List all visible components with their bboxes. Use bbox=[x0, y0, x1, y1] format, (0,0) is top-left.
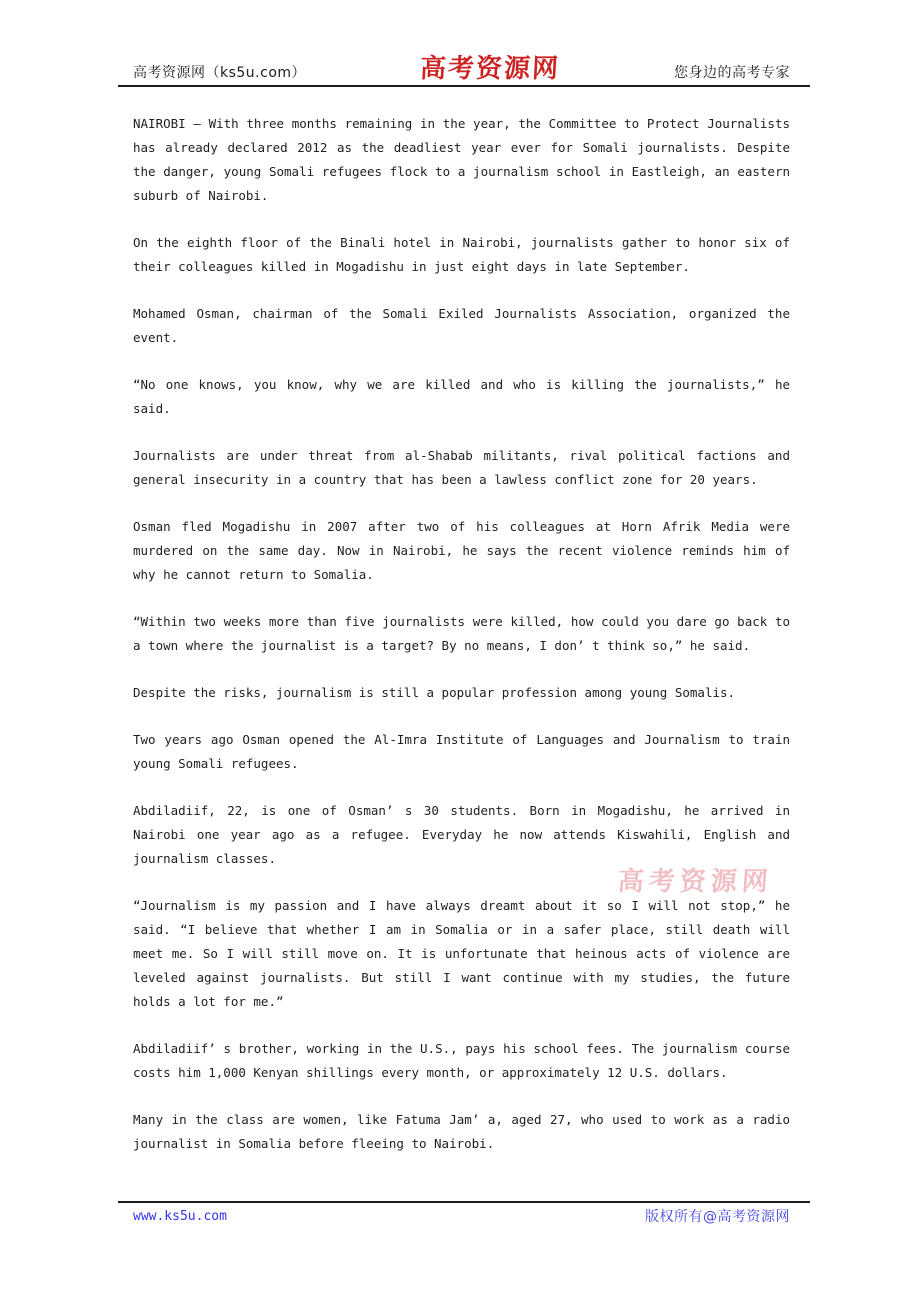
watermark: 高考资源网 bbox=[616, 867, 774, 897]
article-paragraph: Abdiladiif’ s brother, working in the U.S., pays his school fees. The journalism course costs him 1,000 Kenyan shillings every month, or approximately 12 U.S. dollars. bbox=[133, 1041, 790, 1080]
footer-site-link[interactable]: www.ks5u.com bbox=[133, 1209, 227, 1224]
article-paragraph: Many in the class are women, like Fatuma Jam’ a, aged 27, who used to work as a radio journalist in Somalia before fleeing to Nairobi. bbox=[133, 1112, 790, 1151]
footer-copyright: 版权所有@高考资源网 bbox=[645, 1209, 790, 1225]
article-paragraph: On the eighth floor of the Binali hotel in Nairobi, journalists gather to honor six of their colleagues killed in Mogadishu in just eight days in late September. bbox=[133, 235, 790, 274]
header-rule bbox=[118, 85, 810, 87]
header-slogan: 您身边的高考专家 bbox=[674, 65, 790, 81]
site-logo: 高考资源网 bbox=[419, 54, 561, 84]
article-body bbox=[133, 112, 790, 1179]
header-site-name: 高考资源网（ks5u.com） bbox=[133, 65, 307, 81]
article-paragraph: Abdiladiif, 22, is one of Osman’ s 30 students. Born in Mogadishu, he arrived in Nairobi one year ago as a refugee. Everyday he now attends Kiswahili, English and journalism classes. bbox=[133, 803, 790, 866]
article-paragraph: Mohamed Osman, chairman of the Somali Exiled Journalists Association, organized the event. bbox=[133, 306, 790, 345]
article-paragraph: Despite the risks, journalism is still a popular profession among young Somalis. bbox=[133, 685, 736, 700]
article-paragraph: “Journalism is my passion and I have always dreamt about it so I will not stop,” he said. “I believe that whether I am in Somalia or in a safer place, still death will meet me. So I will still move on. It is unfortunate that heinous acts of violence are leveled against journalists. But still I want continue with my studies, the future holds a lot for me.” bbox=[133, 898, 790, 1009]
page-header bbox=[133, 48, 790, 82]
footer-rule bbox=[118, 1201, 810, 1203]
article-paragraph: “Within two weeks more than five journalists were killed, how could you dare go back to a town where the journalist is a target? By no means, I don’ t think so,” he said. bbox=[133, 614, 790, 653]
article-paragraph: “No one knows, you know, why we are killed and who is killing the journalists,” he said. bbox=[133, 377, 790, 416]
article-paragraph: Journalists are under threat from al-Shabab militants, rival political factions and general insecurity in a country that has been a lawless conflict zone for 20 years. bbox=[133, 448, 790, 487]
article-paragraph: NAIROBI — With three months remaining in the year, the Committee to Protect Journalists has already declared 2012 as the deadliest year ever for Somali journalists. Despite the danger, young Somali refugees flock to a journalism school in Eastleigh, an eastern suburb of Nairobi. bbox=[133, 116, 790, 203]
article-paragraph: Osman fled Mogadishu in 2007 after two of his colleagues at Horn Afrik Media were murdered on the same day. Now in Nairobi, he says the recent violence reminds him of why he cannot return to Somalia. bbox=[133, 519, 790, 582]
page-footer bbox=[133, 1208, 790, 1226]
article-paragraph: Two years ago Osman opened the Al-Imra Institute of Languages and Journalism to train young Somali refugees. bbox=[133, 732, 790, 771]
